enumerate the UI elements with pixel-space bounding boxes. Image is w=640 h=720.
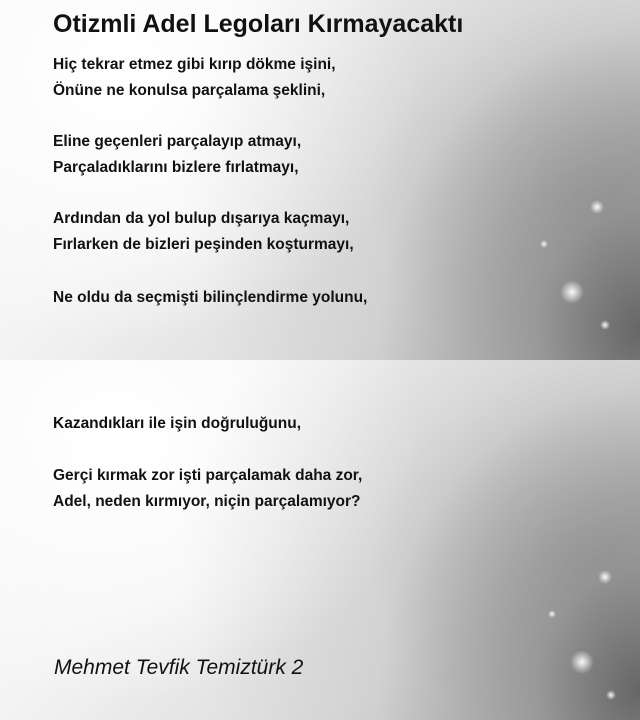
stanza-5 <box>53 411 301 437</box>
bokeh-sparkle <box>540 240 548 248</box>
poem-card-bottom <box>0 360 640 720</box>
bokeh-sparkle <box>600 320 610 330</box>
poem-line: Eline geçenleri parçalayıp atmayı, <box>53 133 302 150</box>
poem-line: Gerçi kırmak zor işti parçalamak daha zor, <box>53 467 363 484</box>
poem-line: Fırlarken de bizleri peşinden koşturmayı, <box>53 236 354 253</box>
bokeh-sparkle <box>590 200 604 214</box>
stanza-2 <box>53 129 301 181</box>
bokeh-sparkle <box>548 610 556 618</box>
poem-line: Ardından da yol bulup dışarıya kaçmayı, <box>53 210 350 227</box>
stanza-6 <box>53 463 362 515</box>
poem-line: Hiç tekrar etmez gibi kırıp dökme işini, <box>53 56 336 73</box>
poem-line: Kazandıkları ile işin doğruluğunu, <box>53 415 302 432</box>
poem-author: Mehmet Tevfik Temiztürk 2 <box>54 656 304 679</box>
bokeh-sparkle <box>560 280 584 304</box>
bokeh-sparkle <box>570 650 594 674</box>
poem-line: Önüne ne konulsa parçalama şeklini, <box>53 82 326 99</box>
poem-title: Otizmli Adel Legoları Kırmayacaktı <box>53 10 464 38</box>
bokeh-sparkle <box>606 690 616 700</box>
bokeh-sparkle <box>598 570 612 584</box>
poem-line: Ne oldu da seçmişti bilinçlendirme yolunu, <box>53 289 368 306</box>
stanza-3 <box>53 206 354 258</box>
stanza-1 <box>53 52 336 104</box>
poem-line: Parçaladıklarını bizlere fırlatmayı, <box>53 159 299 176</box>
stanza-4 <box>53 285 367 311</box>
poem-line: Adel, neden kırmıyor, niçin parçalamıyor? <box>53 493 361 510</box>
